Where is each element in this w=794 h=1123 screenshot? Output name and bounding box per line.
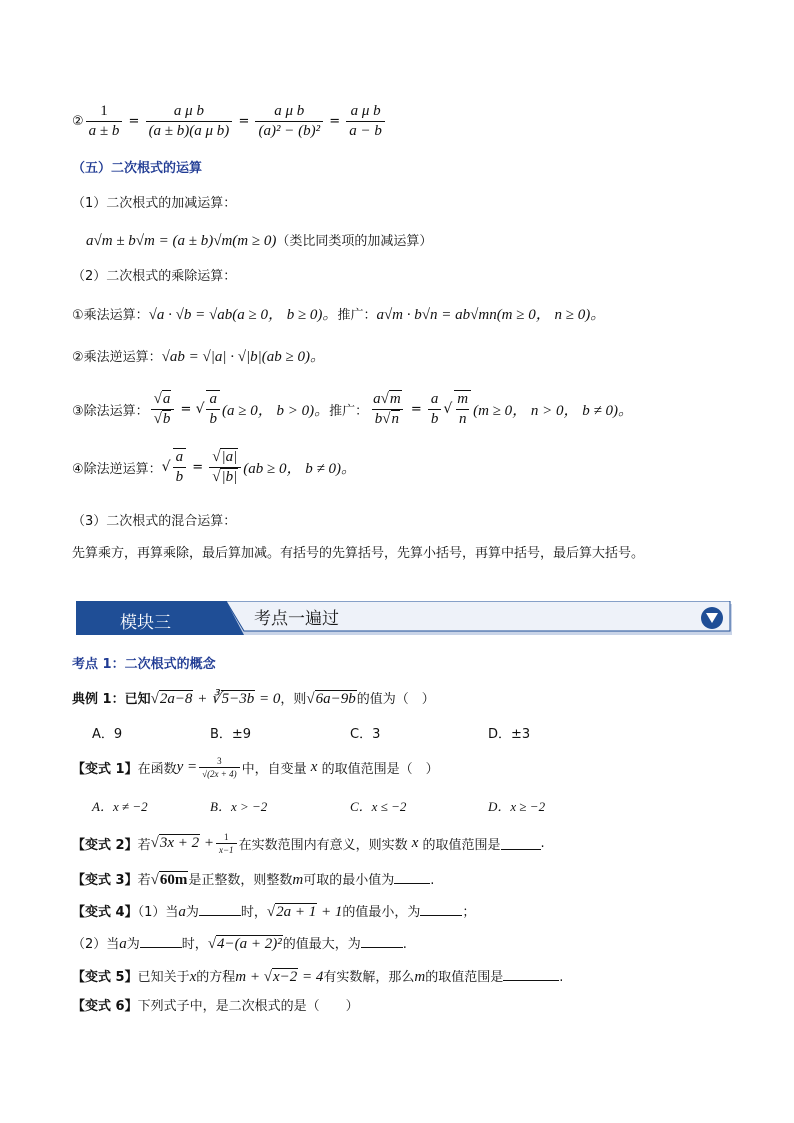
variant-3: 【变式 3】若√60m是正整数，则整数m可取的最小值为 . xyxy=(72,872,435,888)
rule3-ext-condition: (m ≥ 0， n > 0， b ≠ 0)。 xyxy=(473,402,634,419)
v4-p2d: 的值最大，为 xyxy=(282,937,361,952)
rule-2 xyxy=(72,348,325,367)
v3-end: . xyxy=(430,873,435,888)
rule4-label: ④除法逆运算： xyxy=(72,461,162,477)
fraction-3: $\frac{\text{a μ b}}{\text{(a)² − (b)²}}$ xyxy=(255,103,323,140)
module-banner xyxy=(76,601,732,635)
sub1-title: （1）二次根式的加减运算： xyxy=(72,196,237,211)
v4-p2b: 为 xyxy=(126,937,140,952)
variant-1: 【变式 1】 在函数 y = $\frac{3}{√(2x + 4)}$ 中，自变量 x 的取值范围是（ ） xyxy=(72,756,439,779)
v4-p1end: ； xyxy=(462,905,476,920)
rule3-ext-frac: $\frac{a√m}{b√n}$ xyxy=(370,391,405,428)
v2-blank[interactable] xyxy=(501,837,541,850)
v4-p2end: . xyxy=(402,937,407,952)
variant-4-part-1: 【变式 4】（1）当a为 时，√2a + 1 + 1的值最小，为 ； xyxy=(72,904,476,920)
v4-p1d: 的值最小，为 xyxy=(342,905,421,920)
v1-text-a: 在函数 xyxy=(137,762,177,777)
option-a[interactable]: A．9 xyxy=(92,727,123,742)
variant-4-part-2: （2）当a为 时，√4−(a + 2)²的值最大，为 . xyxy=(72,936,407,952)
rule1-ext-label: 推广： xyxy=(337,308,377,323)
rule1-ext: a√m · b√n = ab√mn(m ≥ 0， n ≥ 0)。 xyxy=(376,307,606,323)
v4-blank-4[interactable] xyxy=(361,935,403,948)
rule-3: ③除法运算： $\frac{√a}{√b}$ = √ $\frac{a}{b}$ (a ≥ 0， b > 0)。 推广： $\frac{a√m}{b√n}$ = $\frac{a}{b}$ √ $\frac{m}{n}$ (m ≥ 0， n > 0， b ≠ 0)。 xyxy=(72,390,634,427)
section-5-title: （五）二次根式的运算 xyxy=(72,161,203,176)
v2-label: 【变式 2】 xyxy=(72,838,138,853)
v5-label: 【变式 5】 xyxy=(72,970,138,985)
rule-1 xyxy=(72,306,605,325)
variant-2: 【变式 2】 若 √3x + 2 + $\frac{1}{x-1}$ 在实数范围内有意义，则实数 x 的取值范围是 . xyxy=(72,832,545,855)
banner-right-label: 考点一遍过 xyxy=(254,609,339,629)
v3-text-a: 若 xyxy=(137,873,151,888)
sub3-text: 先算乘方，再算乘除，最后算加减。有括号的先算括号，先算小括号，再算中括号，最后算大括号。 xyxy=(72,546,645,561)
option-d[interactable]: D．±3 xyxy=(488,727,531,742)
variant-6 xyxy=(72,998,359,1016)
rule3-label: ③除法运算： xyxy=(72,403,149,419)
banner-left-label: 模块三 xyxy=(120,613,171,633)
rule-4: ④除法逆运算： √ $\frac{a}{b}$ = $\frac{√|a|}{√|b|}$ (ab ≥ 0， b ≠ 0)。 xyxy=(72,448,356,485)
v4-p1b: 为 xyxy=(185,905,199,920)
v2-text-b: 在实数范围内有意义，则实数 xyxy=(238,838,408,853)
rule3-condition: (a ≥ 0， b > 0)。 xyxy=(221,402,330,419)
rule2-formula: √ab = √|a| · √|b|(ab ≥ 0)。 xyxy=(161,349,325,365)
v1-text-b: 中，自变量 xyxy=(241,762,307,777)
v4-p1c: 时， xyxy=(240,905,267,920)
v1-label: 【变式 1】 xyxy=(72,762,138,777)
v5-text-c: 有实数解，那么 xyxy=(323,970,415,985)
sub3-title: （3）二次根式的混合运算： xyxy=(72,514,237,529)
fraction-2: $\frac{\text{a μ b}}{\text{(a ± b)(a μ b)}}$ xyxy=(146,103,233,140)
rule2-label: ②乘法逆运算： xyxy=(72,350,162,365)
v4-p2c: 时， xyxy=(181,937,208,952)
v1-option-c[interactable]: C．x ≤ −2 xyxy=(350,799,407,814)
sub2-title: （2）二次根式的乘除运算： xyxy=(72,269,237,284)
sub1-formula-row xyxy=(86,232,432,251)
v3-text-c: 可取的最小值为 xyxy=(303,873,395,888)
v3-blank[interactable] xyxy=(394,871,430,884)
chevron-down-icon[interactable] xyxy=(700,606,724,630)
v4-p2a: （2）当 xyxy=(72,937,120,952)
rule1-label: ①乘法运算： xyxy=(72,308,149,323)
v6-label: 【变式 6】 xyxy=(72,999,138,1014)
v1-option-d[interactable]: D．x ≥ −2 xyxy=(488,799,546,814)
rule3-frac-left: $\frac{√a}{√b}$ xyxy=(151,391,175,428)
v1-option-b[interactable]: B．x > −2 xyxy=(210,799,268,814)
v5-text-b: 的方程 xyxy=(196,970,236,985)
rule3-ext-label: 推广： xyxy=(329,403,369,419)
rule1-formula: √a · √b = √ab(a ≥ 0， b ≥ 0)。 xyxy=(148,307,338,323)
v4-label: 【变式 4】 xyxy=(72,905,138,920)
v2-text-a: 若 xyxy=(137,838,151,853)
sub1-note: （类比同类项的加减运算） xyxy=(276,234,433,249)
example1-mid: ，则 xyxy=(280,692,307,707)
example1-prefix: 典例 1：已知 xyxy=(72,692,151,707)
v1-option-a[interactable]: A．x ≠ −2 xyxy=(92,799,148,814)
variant-5: 【变式 5】已知关于x的方程m + √x−2 = 4有实数解，那么m的取值范围是 . xyxy=(72,969,564,985)
v5-end: . xyxy=(559,970,564,985)
v2-end: . xyxy=(540,836,545,851)
kaodian-1-title: 考点 1：二次根式的概念 xyxy=(72,657,216,672)
v1-text-c: 的取值范围是（ ） xyxy=(321,762,439,777)
option-c[interactable]: C．3 xyxy=(350,727,381,742)
rule4-condition: (ab ≥ 0， b ≠ 0)。 xyxy=(243,460,356,477)
v2-text-c: 的取值范围是 xyxy=(422,838,501,853)
v3-text-b: 是正整数，则整数 xyxy=(188,873,293,888)
formula-2: ② $\frac{1}{a \pm b}$ = $\frac{\text{a μ b}}{\text{(a ± b)(a μ b)}}$ = $\frac{\text{a μ b}}{\text{(a)² − (b)²}}$ = $\frac{\text{a μ b}}{a - b}$ xyxy=(72,103,387,140)
v5-blank[interactable] xyxy=(503,968,559,981)
formula-marker: ② xyxy=(72,114,84,129)
v4-blank-1[interactable] xyxy=(199,903,241,916)
option-b[interactable]: B．±9 xyxy=(210,727,252,742)
v5-text-d: 的取值范围是 xyxy=(425,970,504,985)
v4-blank-3[interactable] xyxy=(140,935,182,948)
v3-label: 【变式 3】 xyxy=(72,873,138,888)
example-1: 典例 1：已知√2a−8 + ∛5−3b = 0，则√6a−9b的值为（ ） xyxy=(72,691,435,707)
fraction-1: $\frac{1}{a \pm b}$ xyxy=(86,103,123,140)
v4-p1a: （1）当 xyxy=(137,905,179,920)
v5-text-a: 已知关于 xyxy=(137,970,190,985)
fraction-4: $\frac{\text{a μ b}}{a - b}$ xyxy=(346,103,385,140)
example1-suffix: 的值为（ ） xyxy=(356,692,435,707)
rule3-frac-right: $\frac{a}{b}$ xyxy=(206,390,220,428)
v4-blank-2[interactable] xyxy=(420,903,462,916)
v6-text: 下列式子中，是二次根式的是（ ） xyxy=(137,999,359,1014)
sub1-formula: a√m ± b√m = (a ± b)√m(m ≥ 0) xyxy=(86,233,277,249)
